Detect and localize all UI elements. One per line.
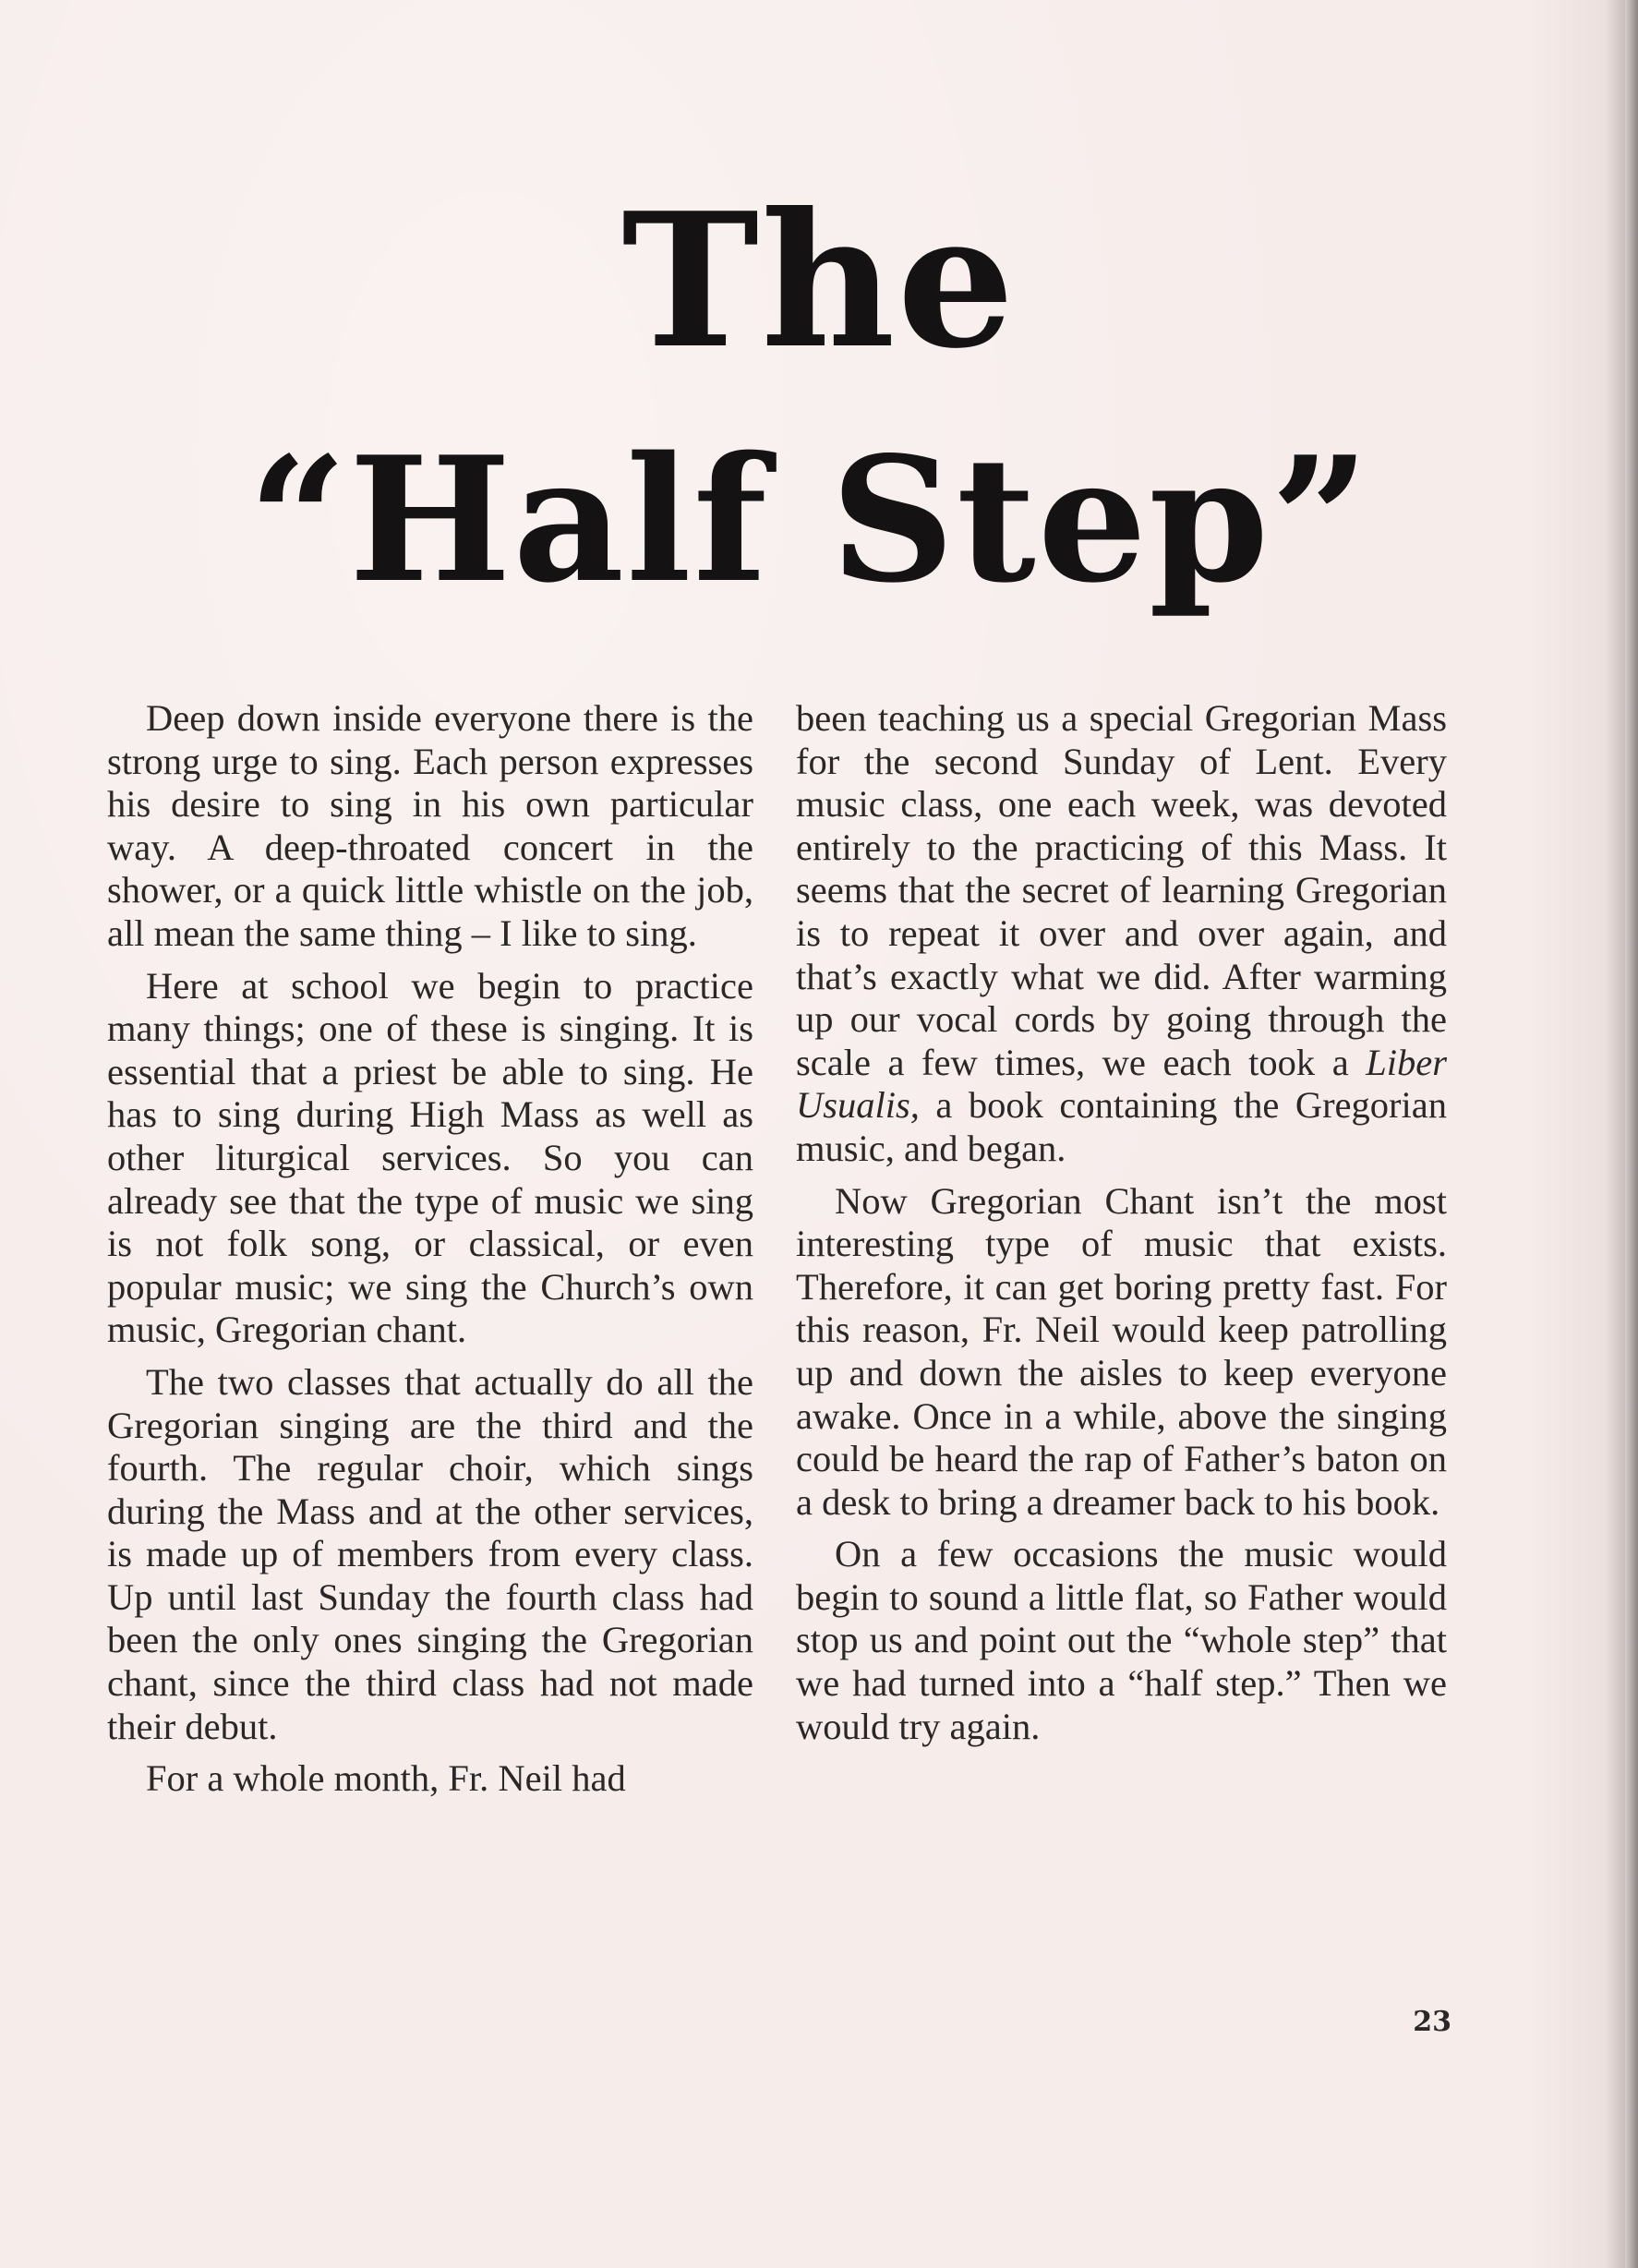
left-text-column (107, 697, 753, 1810)
paragraph-text: been teaching us a special Gregorian Mass for the second Sunday of Lent. Every music class, one each week, was devoted entirely to the practicing of this Mass. It seems that the secret of learning Gregorian is to repeat it over and over again, and that’s exactly what we did. After warming up our vocal cords by going through the scale a few times, we each took a (796, 697, 1447, 1083)
book-title: Liber Usualis, (796, 1041, 1447, 1127)
page-number: 23 (1413, 2006, 1451, 2038)
paragraph: The two classes that actually do all the Gregorian singing are the third and the fourth. The regular choir, which sings during the Mass and at the other services, is made up of members from every class. Up until last Sunday the fourth class had been the only ones singing the Gregorian chant, since the third class had not made their debut. (107, 1360, 753, 1747)
paragraph: Deep down inside everyone there is the strong urge to sing. Each person expresses his desire to sing in his own particular way. A deep-throated concert in the shower, or a quick little whistle on the job, all mean the same thing – I like to sing. (107, 697, 753, 954)
article-title-line-2: “Half Step” (247, 418, 1372, 621)
paragraph: Here at school we begin to practice many things; one of these is singing. It is essential that a priest be able to sing. He has to sing during High Mass as well as other liturgical services. So you can already see that the type of music we sing is not folk song, or classical, or even popular music; we sing the Church’s own music, Gregorian chant. (107, 964, 753, 1351)
paragraph-continued (796, 697, 1447, 1171)
paragraph-text: a book containing the Gregorian music, and began. (796, 1084, 1447, 1169)
paragraph: On a few occasions the music would begin to sound a little flat, so Father would stop us and point out the “whole step” that we had turned into a “half step.” Then we would try again. (796, 1533, 1447, 1747)
right-text-column (796, 697, 1447, 1757)
paragraph: For a whole month, Fr. Neil had (146, 1757, 626, 1800)
article-title-line-1: The (621, 173, 1017, 390)
paragraph: Now Gregorian Chant isn’t the most interesting type of music that exists. Therefore, it can get boring pretty fast. For this reason, Fr. Neil would keep patrolling up and down the aisles to keep everyone awake. Once in a while, above the singing could be heard the rap of Father’s baton on a desk to bring a dreamer back to his book. (796, 1179, 1447, 1523)
